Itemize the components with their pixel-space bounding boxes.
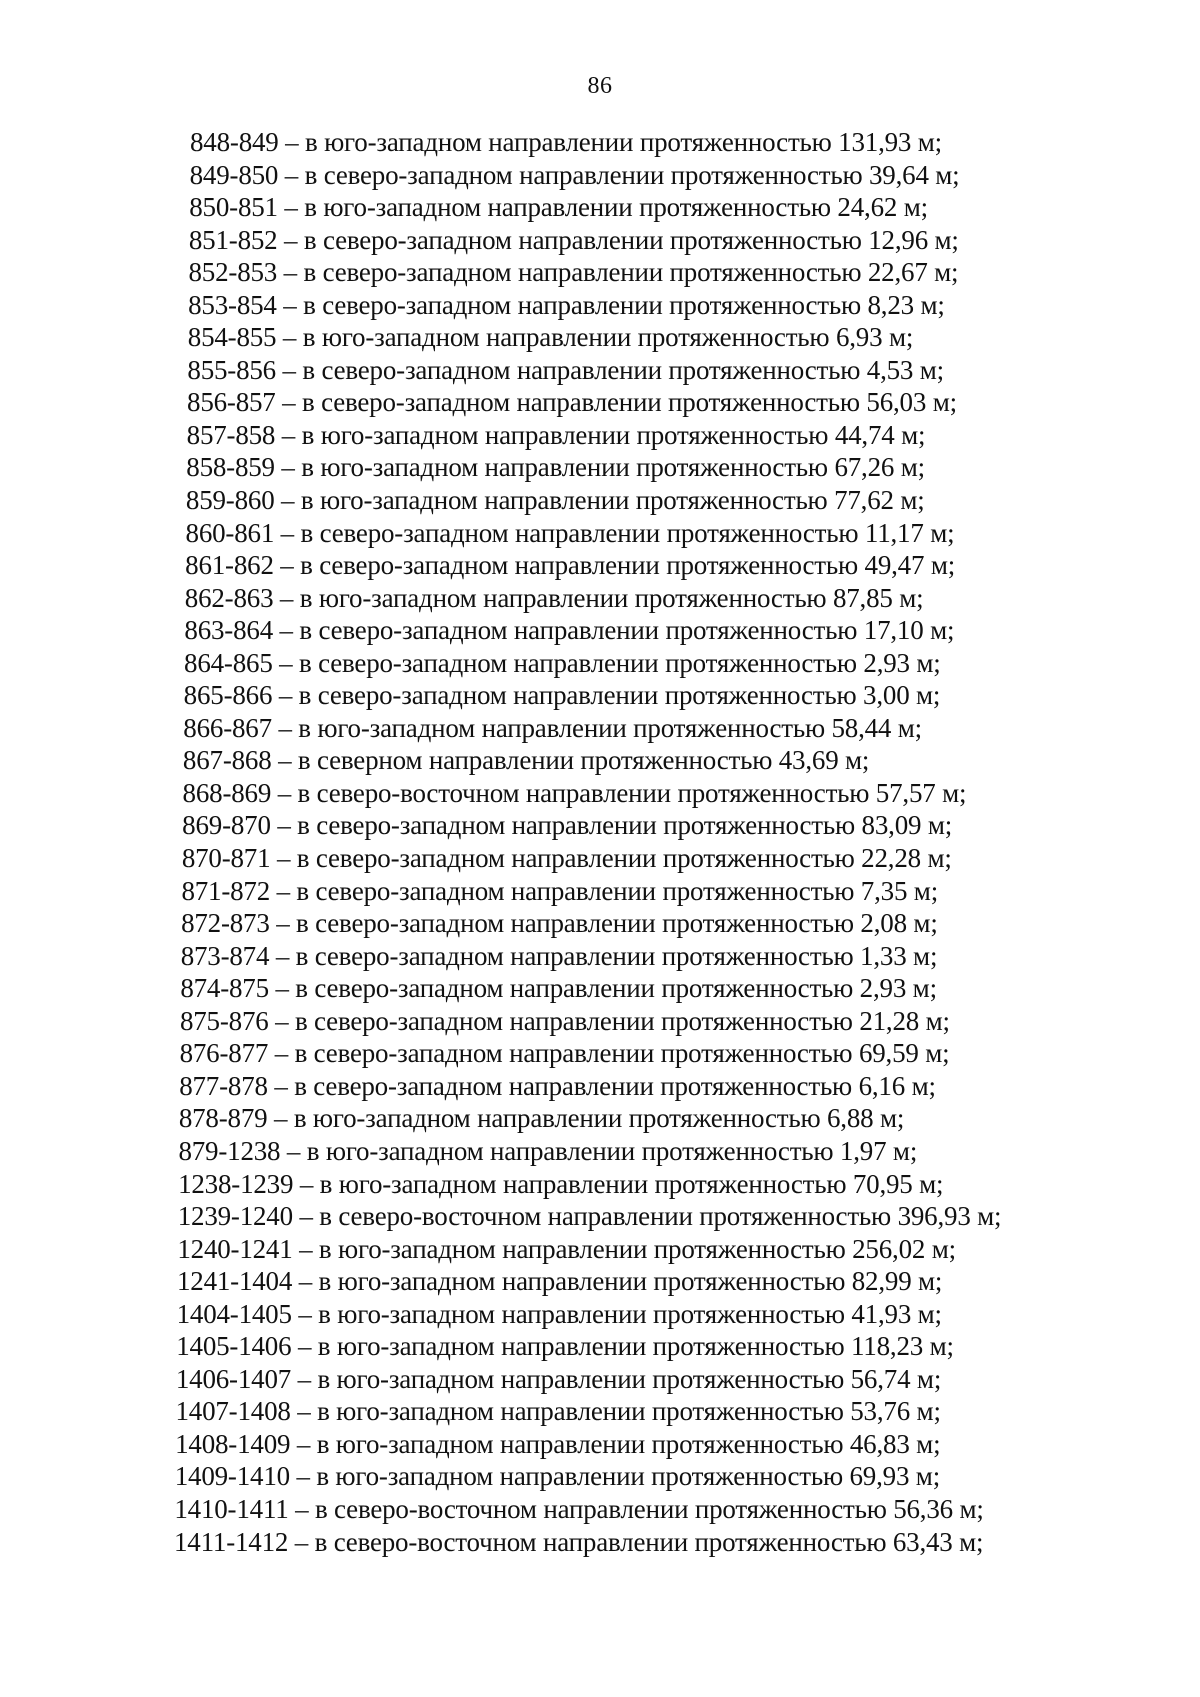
segment-text: 849-850 – в северо-западном направлении протяженностью 39,64 м; [189, 159, 960, 190]
segment-text: 862-863 – в юго-западном направлении протяженностью 87,85 м; [184, 582, 924, 613]
segment-line [0, 907, 1200, 940]
segment-text: 852-853 – в северо-западном направлении протяженностью 22,67 м; [188, 257, 959, 288]
segment-line [0, 647, 1200, 680]
segment-line [0, 1526, 1200, 1559]
segment-line [0, 842, 1200, 875]
segment-text: 855-856 – в северо-западном направлении протяженностью 4,53 м; [187, 354, 944, 385]
segment-text: 854-855 – в юго-западном направлении протяженностью 6,93 м; [187, 322, 914, 353]
segment-line [0, 940, 1200, 973]
segment-text: 874-875 – в северо-западном направлении протяженностью 2,93 м; [180, 973, 937, 1004]
segment-text: 875-876 – в северо-западном направлении протяженностью 21,28 м; [179, 1005, 950, 1036]
segment-line [0, 289, 1200, 322]
segment-text: 1240-1241 – в юго-западном направлении протяженностью 256,02 м; [177, 1233, 956, 1264]
segment-line [0, 451, 1200, 484]
segment-text: 1409-1410 – в юго-западном направлении протяженностью 69,93 м; [174, 1461, 940, 1492]
segment-line [0, 354, 1200, 387]
segment-line [0, 1102, 1200, 1135]
segment-text: 866-867 – в юго-западном направлении протяженностью 58,44 м; [183, 712, 922, 743]
segment-text: 1405-1406 – в юго-западном направлении протяженностью 118,23 м; [176, 1331, 954, 1362]
segment-line [0, 517, 1200, 550]
segment-text: 1407-1408 – в юго-западном направлении протяженностью 53,76 м; [175, 1396, 941, 1427]
segment-text: 1406-1407 – в юго-западном направлении протяженностью 56,74 м; [175, 1363, 942, 1394]
segment-text: 856-857 – в северо-западном направлении протяженностью 56,03 м; [187, 387, 957, 418]
segment-text: 877-878 – в северо-западном направлении протяженностью 6,16 м; [179, 1070, 936, 1101]
segment-line [0, 614, 1200, 647]
segment-text: 1410-1411 – в северо-восточном направлении протяженностью 56,36 м; [174, 1493, 984, 1524]
segment-line [0, 1265, 1200, 1298]
segment-line [0, 1005, 1200, 1038]
segment-text: 879-1238 – в юго-западном направлении протяженностью 1,97 м; [178, 1135, 918, 1166]
segment-line [0, 126, 1200, 159]
segment-line [0, 1395, 1200, 1428]
segment-line [0, 679, 1200, 712]
page-number: 86 [587, 73, 613, 99]
segment-line [0, 809, 1200, 842]
segment-line [0, 1233, 1200, 1266]
segment-line [0, 1037, 1200, 1070]
segment-line [0, 1200, 1200, 1233]
segment-text: 864-865 – в северо-западном направлении протяженностью 2,93 м; [184, 647, 941, 678]
segment-line [0, 484, 1200, 517]
segment-text: 1411-1412 – в северо-восточном направлении протяженностью 63,43 м; [174, 1526, 984, 1557]
segment-line [0, 1428, 1200, 1461]
segment-text: 867-868 – в северном направлении протяженностью 43,69 м; [182, 745, 870, 776]
segment-text: 863-864 – в северо-западном направлении протяженностью 17,10 м; [184, 615, 955, 646]
segment-line [0, 744, 1200, 777]
segment-text: 870-871 – в северо-западном направлении протяженностью 22,28 м; [181, 843, 952, 874]
segment-line [0, 1493, 1200, 1526]
segment-text: 878-879 – в юго-западном направлении протяженностью 6,88 м; [178, 1103, 905, 1134]
segment-text: 1239-1240 – в северо-восточном направлении протяженностью 396,93 м; [177, 1201, 1002, 1232]
segment-line [0, 875, 1200, 908]
segment-text: 868-869 – в северо-восточном направлении протяженностью 57,57 м; [182, 777, 967, 808]
segment-line [0, 224, 1200, 257]
segment-text: 869-870 – в северо-западном направлении протяженностью 83,09 м; [182, 810, 953, 841]
segment-line [0, 972, 1200, 1005]
segment-line [0, 386, 1200, 419]
segment-line [0, 159, 1200, 192]
segment-line [0, 1460, 1200, 1493]
segment-line [0, 1135, 1200, 1168]
segment-text: 859-860 – в юго-западном направлении протяженностью 77,62 м; [185, 485, 925, 516]
segment-text: 1241-1404 – в юго-западном направлении протяженностью 82,99 м; [176, 1266, 943, 1297]
segment-text: 865-866 – в северо-западном направлении протяженностью 3,00 м; [183, 680, 941, 711]
segment-text: 1408-1409 – в юго-западном направлении протяженностью 46,83 м; [175, 1428, 941, 1459]
segment-text: 861-862 – в северо-западном направлении протяженностью 49,47 м; [185, 550, 956, 581]
segment-line [0, 549, 1200, 582]
segment-text: 1404-1405 – в юго-западном направлении протяженностью 41,93 м; [176, 1298, 942, 1329]
segment-text: 858-859 – в юго-западном направлении протяженностью 67,26 м; [186, 452, 925, 483]
segment-text: 876-877 – в северо-западном направлении протяженностью 69,59 м; [179, 1038, 950, 1069]
segment-text: 853-854 – в северо-западном направлении протяженностью 8,23 м; [188, 289, 945, 320]
segment-line [0, 1070, 1200, 1103]
segment-text: 872-873 – в северо-западном направлении протяженностью 2,08 м; [181, 908, 938, 939]
segment-text: 851-852 – в северо-западном направлении протяженностью 12,96 м; [188, 224, 959, 255]
segment-line [0, 1363, 1200, 1396]
segment-list [0, 126, 1200, 1558]
segment-line [0, 191, 1200, 224]
segment-line [0, 1298, 1200, 1331]
segment-line [0, 777, 1200, 810]
segment-line [0, 1330, 1200, 1363]
segment-line [0, 419, 1200, 452]
segment-text: 850-851 – в юго-западном направлении протяженностью 24,62 м; [189, 192, 928, 223]
segment-line [0, 712, 1200, 745]
segment-line [0, 1168, 1200, 1201]
segment-line [0, 582, 1200, 615]
segment-text: 857-858 – в юго-западном направлении протяженностью 44,74 м; [186, 419, 926, 450]
segment-line [0, 256, 1200, 289]
segment-text: 1238-1239 – в юго-западном направлении протяженностью 70,95 м; [178, 1168, 944, 1199]
segment-text: 873-874 – в северо-западном направлении протяженностью 1,33 м; [180, 940, 938, 971]
segment-text: 848-849 – в юго-западном направлении протяженностью 131,93 м; [190, 127, 942, 157]
segment-text: 871-872 – в северо-западном направлении протяженностью 7,35 м; [181, 875, 938, 906]
segment-line [0, 321, 1200, 354]
segment-text: 860-861 – в северо-западном направлении протяженностью 11,17 м; [185, 517, 955, 548]
